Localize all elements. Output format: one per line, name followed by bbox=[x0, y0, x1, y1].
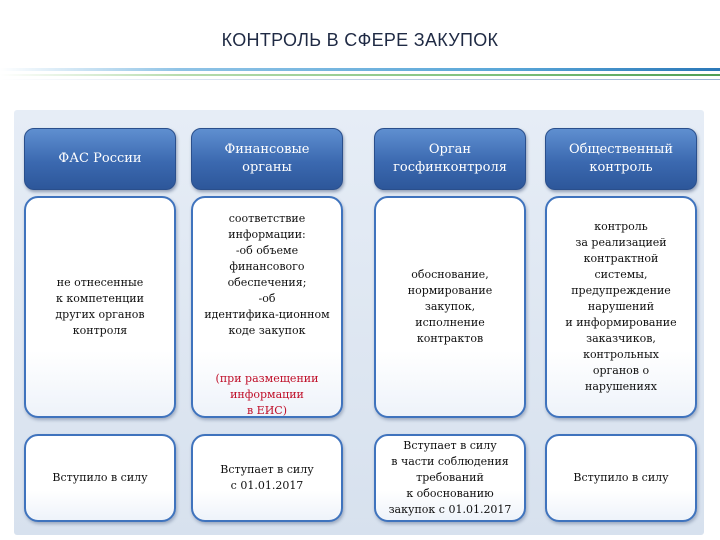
footer-financial-bodies bbox=[191, 434, 343, 522]
body-financial-bodies bbox=[191, 196, 343, 418]
footer-text: Вступает в силу с 01.01.2017 bbox=[220, 463, 314, 492]
header-rule-green bbox=[0, 74, 720, 76]
body-text: соответствие информации: -об объеме финансового обеспечения; -об идентифика-ционном коде закупок bbox=[204, 212, 330, 337]
header-label: Орган госфинконтроля bbox=[393, 142, 507, 175]
header-label: Финансовые органы bbox=[224, 142, 310, 175]
footer-text: Вступает в силу в части соблюдения требований к обоснованию закупок с 01.01.2017 bbox=[388, 439, 512, 516]
header-gosfincontrol bbox=[374, 128, 526, 190]
body-text: обоснование, нормирование закупок, исполнение контрактов bbox=[407, 268, 493, 345]
header-rule-thin bbox=[0, 79, 720, 80]
footer-text: Вступило в силу bbox=[573, 471, 669, 484]
body-gosfincontrol bbox=[374, 196, 526, 418]
footer-fas-russia bbox=[24, 434, 176, 522]
body-text: контроль за реализацией контрактной системы, предупреждение нарушений и информирование заказчиков, контрольных органов о нарушениях bbox=[565, 220, 677, 393]
footer-public-control bbox=[545, 434, 697, 522]
body-public-control bbox=[545, 196, 697, 418]
body-fas-russia bbox=[24, 196, 176, 418]
header-label: ФАС России bbox=[58, 151, 142, 166]
header-public-control bbox=[545, 128, 697, 190]
footer-text: Вступило в силу bbox=[52, 471, 148, 484]
header-label: Общественный контроль bbox=[568, 142, 674, 175]
body-note: (при размещении информации в ЕИС) bbox=[215, 372, 319, 417]
header-rule-blue bbox=[0, 68, 720, 71]
header-fas-russia bbox=[24, 128, 176, 190]
footer-gosfincontrol bbox=[374, 434, 526, 522]
header-financial-bodies bbox=[191, 128, 343, 190]
page-title: КОНТРОЛЬ В СФЕРЕ ЗАКУПОК bbox=[221, 30, 499, 50]
body-text: не отнесенные к компетенции других органов контроля bbox=[55, 276, 145, 337]
